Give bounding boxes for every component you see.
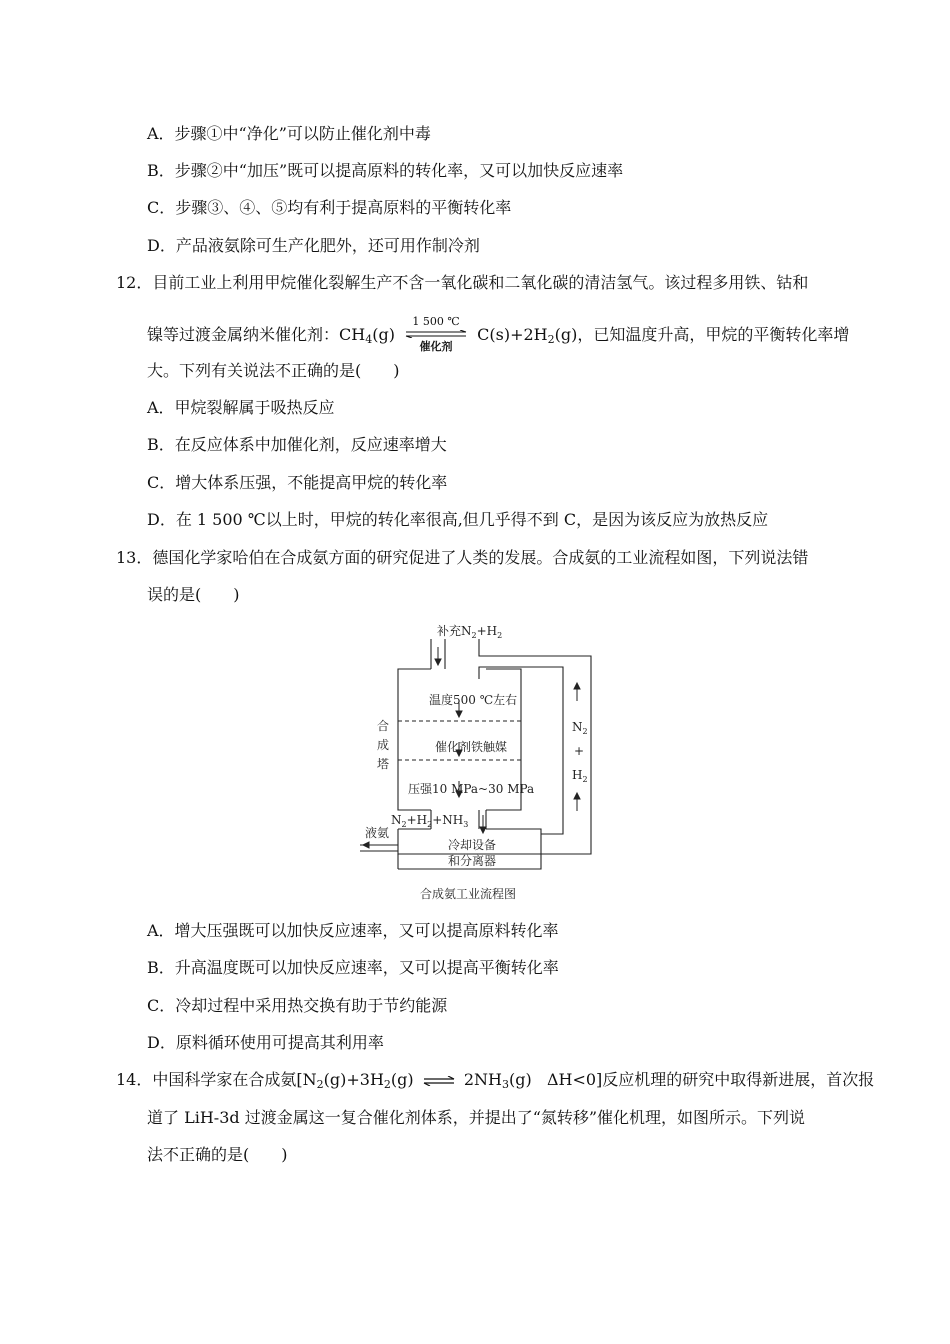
q11-option-c: C．步骤③、④、⑤均有利于提高原料的平衡转化率 [147,198,512,217]
liquid-ammonia-label: 液氨 [365,826,390,840]
q12-line2-a: 镍等过渡金属纳米催化剂：CH [147,325,366,344]
q12-stem-line1 [116,273,808,293]
q13-stem-line1 [116,548,808,568]
sub-2: 2 [547,333,555,346]
q12-stem-line2 [147,314,850,353]
reaction-arrow [404,314,468,353]
reaction-condition-temp: 1 500 ℃ [412,314,460,328]
tower-label-1: 合 [377,719,390,733]
q12-stem-line3: 大。下列有关说法不正确的是( ) [147,361,400,380]
q14-line1-c: (g) [390,1070,414,1089]
q13-option-b: B．升高温度既可以加快反应速率，又可以提高平衡转化率 [147,958,559,977]
recycle-n2-label: $N_2$ [572,720,588,736]
feed-label: 补充$N_2+H_2$ [437,624,503,640]
q14-line1-b: (g)+3H [323,1070,384,1089]
arrow-down-icon [435,659,441,665]
q12-line2-d: (g)，已知温度升高，甲烷的平衡转化率增 [554,325,850,344]
temperature-label: 温度500 ℃左右 [429,693,518,707]
catalyst-label: 催化剂铁触媒 [435,740,508,754]
q12-number: 12． [116,273,153,292]
q14-line1-d: 2NH [463,1070,502,1089]
equilibrium-arrow-icon [423,1076,455,1086]
cooler-label-1: 冷却设备 [448,838,497,852]
reaction-condition-catalyst: 催化剂 [419,339,453,353]
q11-option-d: D．产品液氨除可生产化肥外，还可用作制冷剂 [147,236,480,255]
q14-stem-line2: 道了 LiH-3d 过渡金属这一复合催化剂体系，并提出了“氮转移”催化机理，如图所示。下列说 [147,1108,806,1127]
recycle-plus-label: + [574,744,585,758]
arrow-down-icon [480,827,486,833]
q14-line1-a: 中国科学家在合成氨[N [152,1070,317,1089]
pressure-label: 压强10 MPa~30 MPa [408,782,535,796]
diagram-caption: 合成氨工业流程图 [420,887,517,901]
sub-2: 2 [316,1078,324,1091]
q14-line1-f: ΔH<0]反应机理的研究中取得新进展，首次报 [546,1070,875,1089]
recycle-h2-label: $H_2$ [572,768,588,784]
cooler-label-2: 和分离器 [448,854,497,868]
sub-2: 2 [383,1078,391,1091]
sub-4: 4 [365,333,373,346]
q12-option-d: D．在 1 500 ℃以上时，甲烷的转化率很高,但几乎得不到 C，是因为该反应为放热反应 [147,510,769,529]
arrow-up-icon [574,793,580,799]
arrow-up-icon [574,683,580,689]
q14-stem-line3: 法不正确的是( ) [147,1145,288,1164]
q12-option-b: B．在反应体系中加催化剂，反应速率增大 [147,435,447,454]
q14-stem-line1 [116,1070,874,1090]
outflow-label: $N_2+H_2+NH_3$ [391,813,469,829]
q12-option-c: C．增大体系压强，不能提高甲烷的转化率 [147,473,448,492]
q12-line2-b: (g) [372,325,395,344]
q12-line2-c: C(s)+2H [477,325,548,344]
q11-option-b: B．步骤②中“加压”既可以提高原料的转化率，又可以加快反应速率 [147,161,624,180]
q13-stem-line2: 误的是( ) [147,585,240,604]
q13-line1-text: 德国化学家哈伯在合成氨方面的研究促进了人类的发展。合成氨的工业流程如图，下列说法错 [152,548,809,567]
sub-3: 3 [501,1078,509,1091]
q12-option-a: A．甲烷裂解属于吸热反应 [147,398,335,417]
q13-option-a: A．增大压强既可以加快反应速率，又可以提高原料转化率 [147,921,559,940]
q13-option-d: D．原料循环使用可提高其利用率 [147,1033,384,1052]
q13-number: 13． [116,548,153,567]
arrow-down-icon [456,711,462,717]
q11-option-a: A．步骤①中“净化”可以防止催化剂中毒 [147,124,431,143]
q12-line1-text: 目前工业上利用甲烷催化裂解生产不含一氧化碳和二氧化碳的清洁氢气。该过程多用铁、钴和 [152,273,809,292]
ammonia-process-diagram [355,619,600,909]
arrow-left-icon [363,842,369,848]
q14-line1-e: (g) [508,1070,532,1089]
q13-option-c: C．冷却过程中采用热交换有助于节约能源 [147,996,448,1015]
tower-label-3: 塔 [377,757,390,771]
q14-number: 14． [116,1070,153,1089]
tower-label-2: 成 [377,738,390,752]
